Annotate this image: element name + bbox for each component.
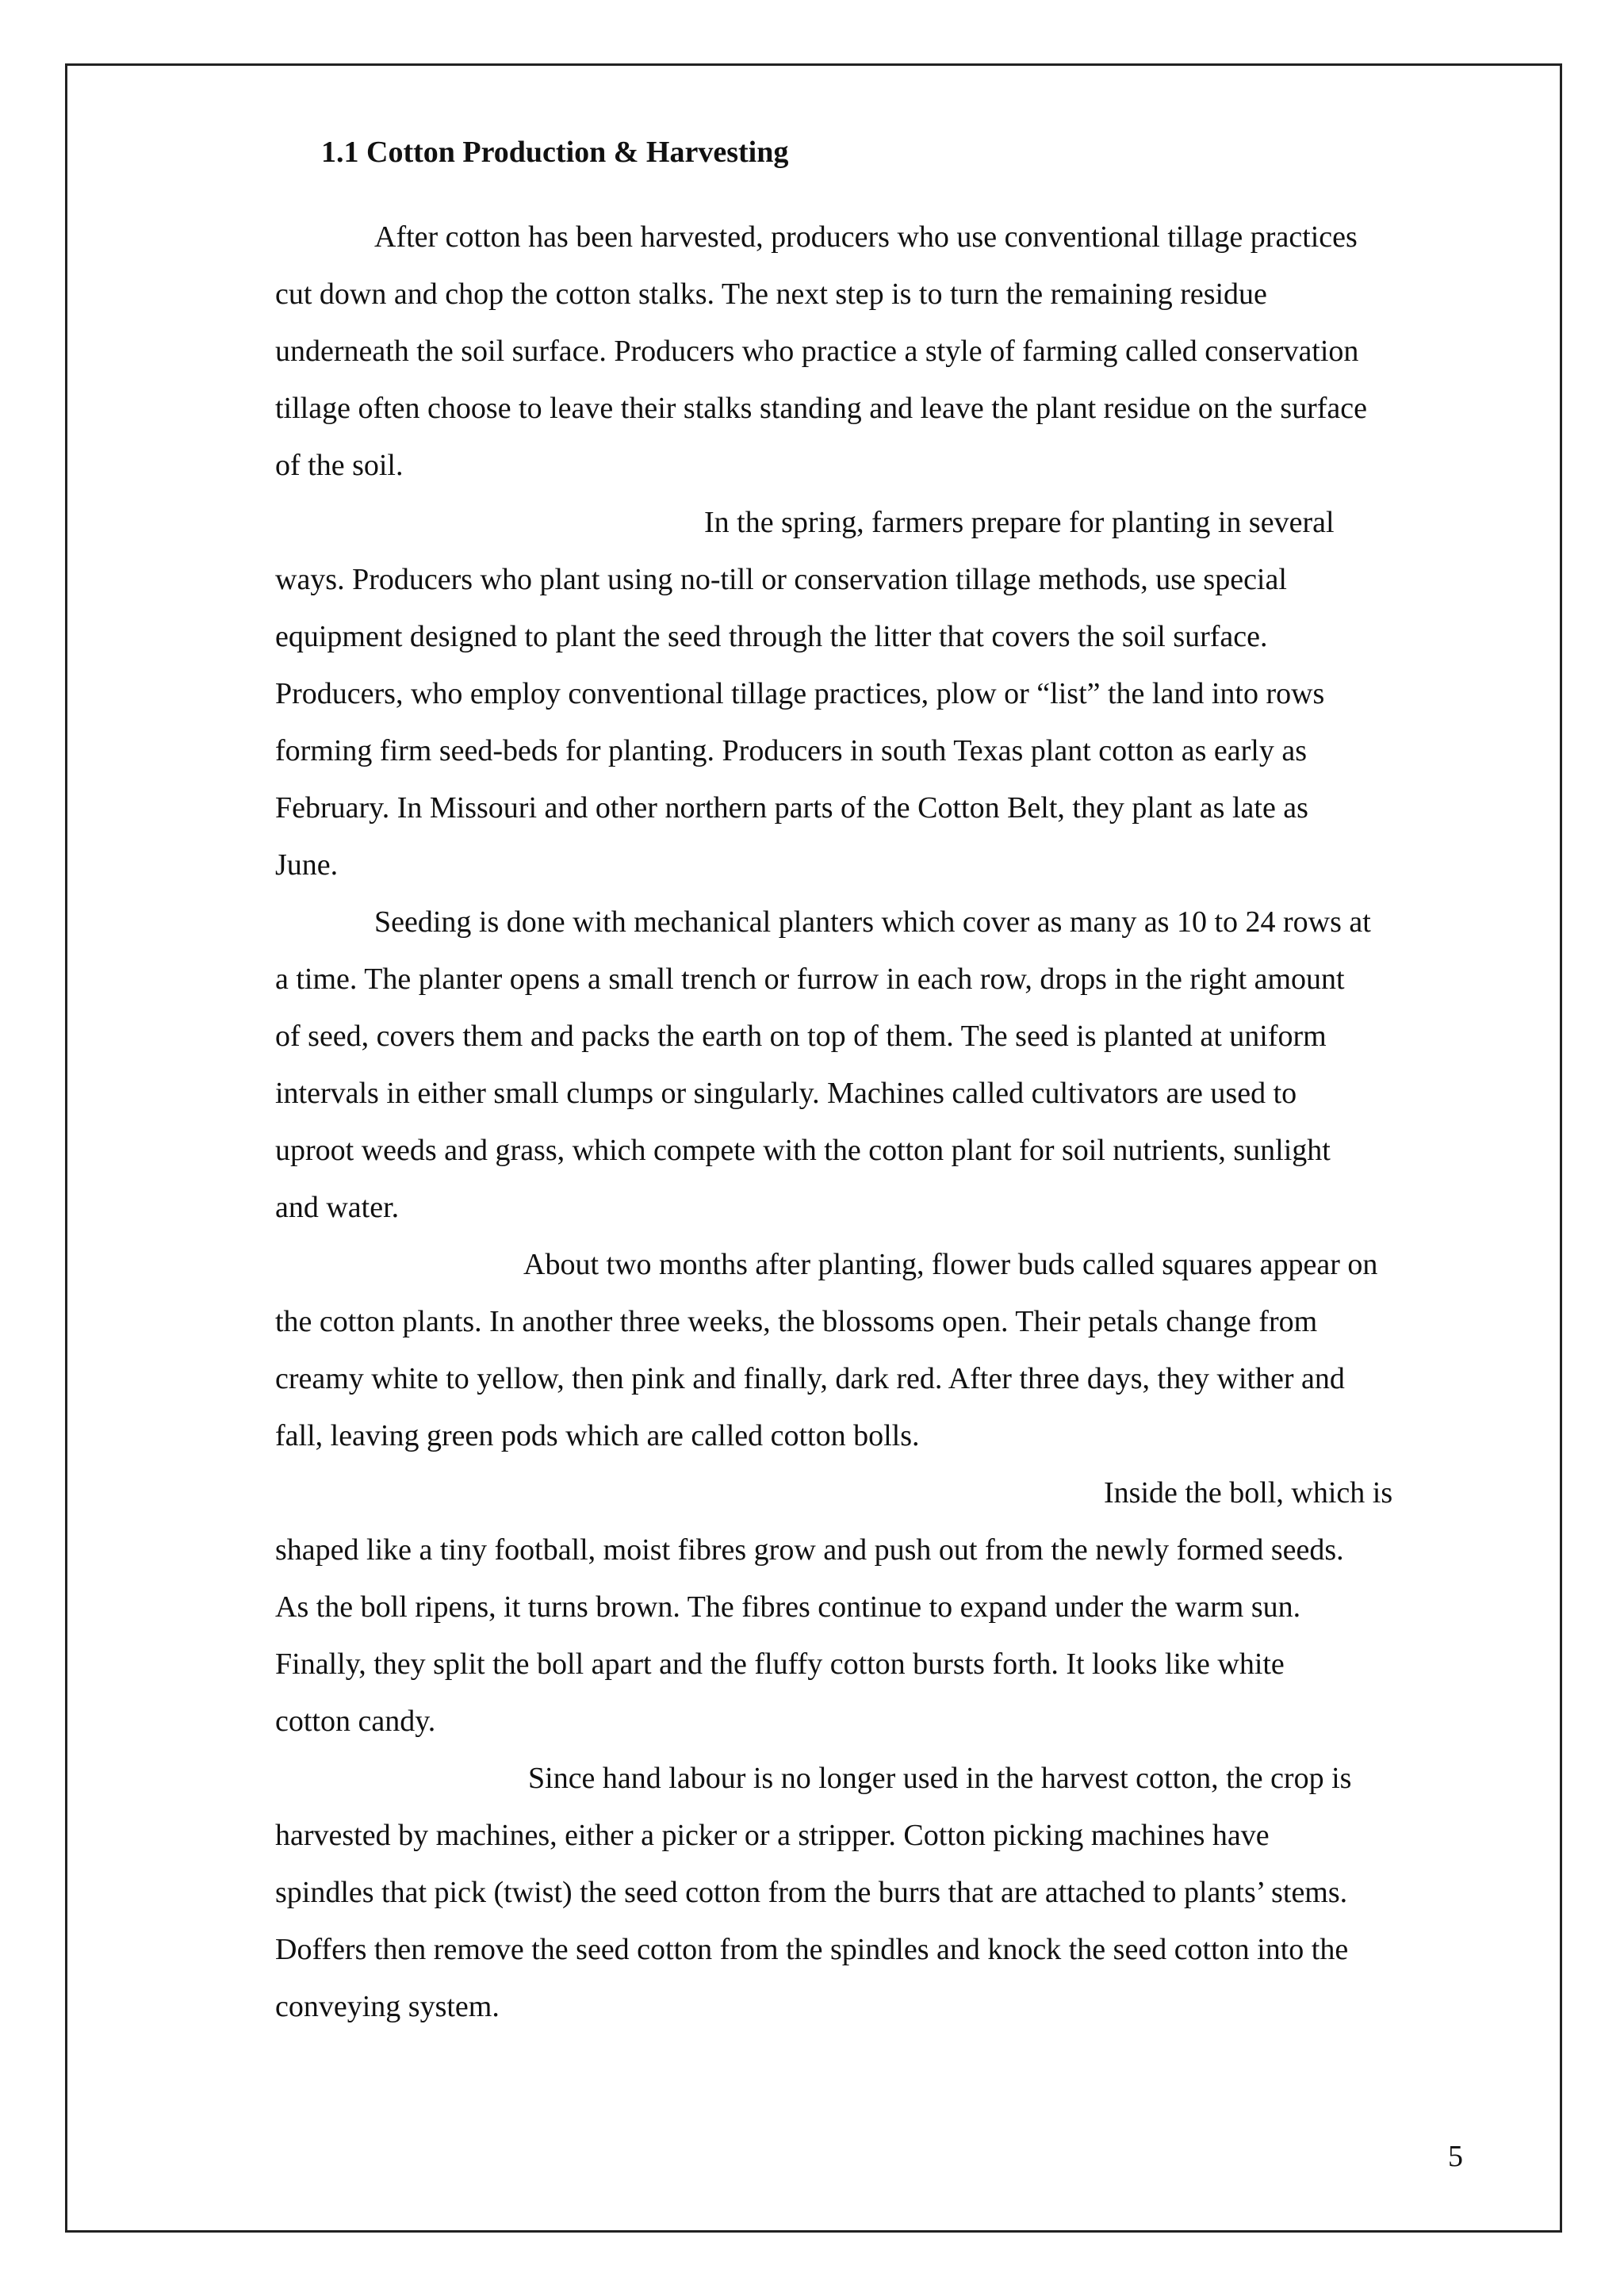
paragraph-line: Since hand labour is no longer used in the harvest cotton, the crop is	[528, 1762, 1352, 1795]
paragraph-line: About two months after planting, flower buds called squares appear on	[523, 1248, 1378, 1281]
page-number: 5	[1448, 2140, 1463, 2173]
paragraph-line: June.	[275, 848, 339, 882]
paragraph-line: spindles that pick (twist) the seed cotton from the burrs that are attached to plants’ stems.	[275, 1876, 1348, 1909]
section-heading: 1.1 Cotton Production & Harvesting	[321, 136, 789, 169]
paragraph-line: Finally, they split the boll apart and the fluffy cotton bursts forth. It looks like white	[275, 1647, 1285, 1681]
paragraph-line: shaped like a tiny football, moist fibres grow and push out from the newly formed seeds.	[275, 1533, 1344, 1567]
paragraph-line: conveying system.	[275, 1990, 500, 2023]
paragraph-line: equipment designed to plant the seed through the litter that covers the soil surface.	[275, 620, 1268, 653]
paragraph-line: Seeding is done with mechanical planters which cover as many as 10 to 24 rows at	[374, 905, 1371, 939]
paragraph-line: and water.	[275, 1191, 400, 1224]
paragraph-line: As the boll ripens, it turns brown. The fibres continue to expand under the warm sun.	[275, 1590, 1301, 1624]
paragraph-line: a time. The planter opens a small trench or furrow in each row, drops in the right amount	[275, 962, 1345, 996]
paragraph-line: ways. Producers who plant using no-till or conservation tillage methods, use special	[275, 563, 1287, 596]
paragraph-line: Producers, who employ conventional tillage practices, plow or “list” the land into rows	[275, 677, 1325, 710]
paragraph-line: cut down and chop the cotton stalks. The next step is to turn the remaining residue	[275, 277, 1267, 311]
paragraph-line: uproot weeds and grass, which compete with the cotton plant for soil nutrients, sunlight	[275, 1134, 1331, 1167]
paragraph-line: the cotton plants. In another three weeks, the blossoms open. Their petals change from	[275, 1305, 1318, 1338]
paragraph-line: creamy white to yellow, then pink and finally, dark red. After three days, they wither and	[275, 1362, 1345, 1395]
paragraph-line: forming firm seed-beds for planting. Producers in south Texas plant cotton as early as	[275, 734, 1307, 767]
paragraph-line: fall, leaving green pods which are called cotton bolls.	[275, 1419, 920, 1452]
paragraph-line: cotton candy.	[275, 1705, 436, 1738]
paragraph-line: intervals in either small clumps or singularly. Machines called cultivators are used to	[275, 1077, 1297, 1110]
paragraph-line: After cotton has been harvested, producers who use conventional tillage practices	[374, 220, 1358, 254]
paragraph-line: Doffers then remove the seed cotton from the spindles and knock the seed cotton into the	[275, 1933, 1349, 1966]
paragraph-line: of the soil.	[275, 449, 404, 482]
paragraph-line: tillage often choose to leave their stalks standing and leave the plant residue on the surface	[275, 392, 1368, 425]
paragraph-line: underneath the soil surface. Producers who practice a style of farming called conservation	[275, 335, 1359, 368]
paragraph-line: of seed, covers them and packs the earth on top of them. The seed is planted at uniform	[275, 1020, 1327, 1053]
paragraph-line: harvested by machines, either a picker or a stripper. Cotton picking machines have	[275, 1819, 1270, 1852]
paragraph-line: Inside the boll, which is	[1104, 1476, 1393, 1510]
paragraph-line: In the spring, farmers prepare for planting in several	[704, 506, 1335, 539]
paragraph-line: February. In Missouri and other northern parts of the Cotton Belt, they plant as late as	[275, 791, 1308, 825]
